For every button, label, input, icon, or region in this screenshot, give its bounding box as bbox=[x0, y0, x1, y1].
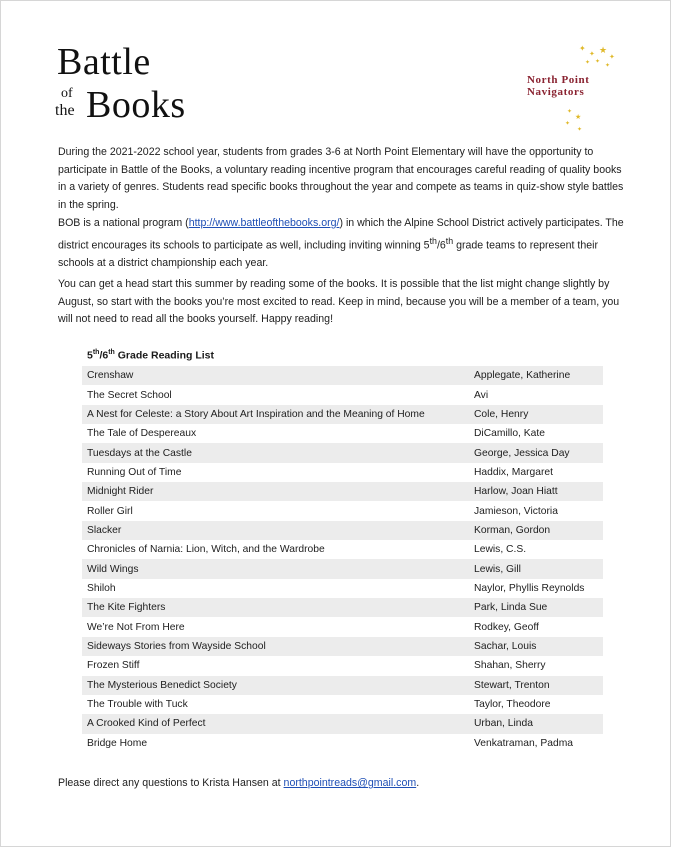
book-author: Avi bbox=[474, 389, 489, 401]
svg-text:✦: ✦ bbox=[577, 126, 583, 133]
book-author: Harlow, Joan Hiatt bbox=[474, 486, 558, 498]
svg-text:★: ★ bbox=[575, 113, 582, 121]
svg-text:★: ★ bbox=[599, 46, 608, 56]
table-row bbox=[82, 676, 603, 695]
contact-footer bbox=[58, 777, 419, 789]
book-title: Roller Girl bbox=[87, 505, 133, 517]
svg-text:✦: ✦ bbox=[605, 62, 611, 69]
table-row bbox=[82, 579, 603, 598]
battleofthebooks-link[interactable]: http://www.battleofthebooks.org/ bbox=[188, 217, 340, 229]
book-title: The Trouble with Tuck bbox=[87, 699, 188, 711]
table-row bbox=[82, 385, 603, 404]
logo-word-books: Books bbox=[86, 84, 186, 126]
book-title: Frozen Stiff bbox=[87, 660, 140, 672]
svg-text:✦: ✦ bbox=[589, 50, 595, 58]
table-row bbox=[82, 443, 603, 462]
north-point-navigators-logo bbox=[519, 43, 639, 135]
table-row bbox=[82, 617, 603, 636]
book-author: George, Jessica Day bbox=[474, 447, 570, 459]
table-row bbox=[82, 540, 603, 559]
book-author: Haddix, Margaret bbox=[474, 466, 553, 478]
p2-text-mid: ) in which the Alpine School District actively participates. The district encourages its schools to participate as well, including inviting winning 5 bbox=[58, 217, 624, 252]
table-row bbox=[82, 695, 603, 714]
book-title: A Nest for Celeste: a Story About Art Inspiration and the Meaning of Home bbox=[87, 408, 425, 420]
svg-text:✦: ✦ bbox=[579, 44, 586, 53]
table-row bbox=[82, 424, 603, 443]
book-author: Cole, Henry bbox=[474, 408, 529, 420]
reading-list-title bbox=[87, 349, 214, 362]
book-author: Jamieson, Victoria bbox=[474, 505, 558, 517]
book-title: Bridge Home bbox=[87, 737, 148, 749]
table-row bbox=[82, 598, 603, 617]
book-author: Urban, Linda bbox=[474, 718, 533, 730]
intro-paragraph-3: You can get a head start this summer by reading some of the books. It is possible that the list might change slightly by August, so start with the books you’re most excited to read. Keep in mind, because you will be a member of a team, you will not need to read all the books yourself. Happy reading! bbox=[58, 278, 620, 325]
book-author: Lewis, C.S. bbox=[474, 544, 527, 556]
book-author: Lewis, Gill bbox=[474, 563, 521, 575]
title-slash: /6 bbox=[99, 349, 109, 362]
title-sup-1: th bbox=[92, 349, 100, 356]
book-author: Venkatraman, Padma bbox=[474, 737, 574, 749]
table-row bbox=[82, 501, 603, 520]
p2-text-before: BOB is a national program ( bbox=[58, 217, 189, 229]
book-title: A Crooked Kind of Perfect bbox=[87, 718, 206, 730]
svg-text:✦: ✦ bbox=[609, 53, 615, 61]
book-author: Shahan, Sherry bbox=[474, 660, 546, 672]
svg-text:✦: ✦ bbox=[565, 120, 571, 127]
table-row bbox=[82, 559, 603, 578]
book-author: Naylor, Phyllis Reynolds bbox=[474, 582, 585, 594]
book-title: Wild Wings bbox=[87, 563, 139, 575]
intro-paragraph-1: During the 2021-2022 school year, students from grades 3-6 at North Point Elementary will have the opportunity to participate in Battle of the Books, a voluntary reading incentive program that encourages careful reading of quality books in a variety of genres. Students read specific books throughout the year and compete as teams in quiz-show style battles in the spring. bbox=[58, 146, 624, 211]
table-row bbox=[82, 734, 603, 753]
book-title: The Tale of Despereaux bbox=[87, 428, 197, 440]
footer-text: Please direct any questions to Krista Hansen at bbox=[58, 777, 284, 789]
book-title: The Secret School bbox=[87, 389, 172, 401]
table-row bbox=[82, 463, 603, 482]
book-title: Slacker bbox=[87, 524, 122, 536]
book-author: Stewart, Trenton bbox=[474, 679, 550, 691]
logo-north-point: North Point bbox=[527, 74, 590, 86]
book-title: We’re Not From Here bbox=[87, 621, 185, 633]
logo-word-of: of bbox=[61, 86, 73, 101]
title-sup-2: th bbox=[108, 349, 115, 356]
book-title: Running Out of Time bbox=[87, 466, 182, 478]
title-rest: Grade Reading List bbox=[114, 349, 215, 362]
book-author: Rodkey, Geoff bbox=[474, 621, 539, 633]
book-author: Park, Linda Sue bbox=[474, 602, 548, 614]
table-row bbox=[82, 656, 603, 675]
p2-sup-1: th bbox=[429, 235, 437, 246]
logo-word-battle: Battle bbox=[57, 41, 151, 83]
svg-text:✦: ✦ bbox=[567, 108, 573, 115]
book-author: Applegate, Katherine bbox=[474, 370, 571, 382]
book-author: DiCamillo, Kate bbox=[474, 428, 545, 440]
table-row bbox=[82, 714, 603, 733]
svg-text:✦: ✦ bbox=[585, 59, 591, 66]
contact-email-link[interactable]: northpointreads@gmail.com bbox=[283, 777, 417, 789]
battle-of-the-books-logo bbox=[55, 43, 205, 127]
book-author: Sachar, Louis bbox=[474, 640, 537, 652]
table-row bbox=[82, 482, 603, 501]
book-title: Sideways Stories from Wayside School bbox=[87, 640, 266, 652]
book-title: The Kite Fighters bbox=[87, 602, 166, 614]
book-title: Crenshaw bbox=[87, 370, 134, 382]
title-5: 5 bbox=[87, 349, 93, 362]
reading-list-table bbox=[82, 366, 603, 753]
p2-slash: /6 bbox=[436, 239, 446, 252]
p2-text-after: grade teams to represent their schools at a district championship each year. bbox=[58, 239, 599, 269]
book-author: Taylor, Theodore bbox=[474, 699, 551, 711]
book-title: Shiloh bbox=[87, 582, 116, 594]
table-row bbox=[82, 366, 603, 385]
table-row bbox=[82, 637, 603, 656]
book-author: Korman, Gordon bbox=[474, 524, 551, 536]
intro-paragraph-2 bbox=[58, 215, 626, 272]
table-row bbox=[82, 521, 603, 540]
logo-navigators: Navigators bbox=[527, 86, 585, 98]
book-title: The Mysterious Benedict Society bbox=[87, 679, 237, 691]
table-row bbox=[82, 405, 603, 424]
p2-sup-2: th bbox=[445, 235, 454, 246]
footer-end: . bbox=[416, 777, 420, 789]
logo-word-the: the bbox=[55, 102, 75, 119]
book-title: Tuesdays at the Castle bbox=[87, 447, 192, 459]
book-title: Chronicles of Narnia: Lion, Witch, and the Wardrobe bbox=[87, 544, 325, 556]
book-title: Midnight Rider bbox=[87, 486, 154, 498]
svg-text:✦: ✦ bbox=[595, 58, 601, 65]
